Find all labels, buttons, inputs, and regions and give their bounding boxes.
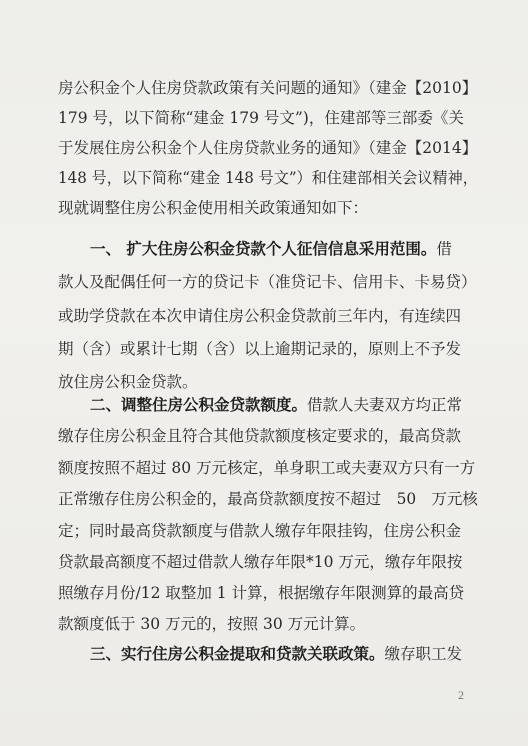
text-line: 款人及配偶任何一方的贷记卡（准贷记卡、信用卡、卡易贷）	[58, 273, 477, 291]
section-2-first-line	[90, 395, 462, 415]
text-line: 缴存住房公积金且符合其他贷款额度核定要求的，最高贷款	[58, 427, 462, 445]
section-1-heading: 一、 扩大住房公积金贷款个人征信信息采用范围。	[90, 239, 437, 258]
text-line: 现就调整住房公积金使用相关政策通知如下：	[58, 199, 369, 217]
section-2-heading: 二、调整住房公积金贷款额度。	[90, 395, 308, 414]
text-line: 贷款最高额度不超过借款人缴存年限*10 万元，缴存年限按	[58, 553, 463, 571]
section-1-first-line-rest: 借	[436, 240, 452, 258]
section-3-first-line-rest: 缴存职工发	[384, 645, 463, 663]
text-line: 148 号，以下简称“建金 148 号文”）和住建部相关会议精神，	[58, 169, 478, 187]
section-2-first-line-rest: 借款人夫妻双方均正常	[307, 396, 463, 414]
text-line: 放住房公积金贷款。	[58, 373, 198, 391]
text-line: 于发展住房公积金个人住房贷款业务的通知》（建金【2014】	[58, 139, 478, 157]
section-3-heading: 三、实行住房公积金提取和贷款关联政策。	[90, 644, 385, 663]
text-line: 款额度低于 30 万元的，按照 30 万元计算。	[58, 615, 366, 633]
section-3-first-line	[90, 644, 462, 664]
text-line: 定；同时最高贷款额度与借款人缴存年限挂钩，住房公积金	[58, 522, 462, 540]
text-line: 正常缴存住房公积金的，最高贷款额度按不超过 50 万元核	[58, 490, 478, 508]
text-line: 或助学贷款在本次申请住房公积金贷款前三年内，有连续四	[58, 307, 462, 325]
section-1-first-line	[90, 239, 452, 259]
text-line: 照缴存月份/12 取整加 1 计算，根据缴存年限测算的最高贷	[58, 584, 465, 602]
text-line: 房公积金个人住房贷款政策有关问题的通知》（建金【2010】	[58, 79, 478, 97]
text-line: 额度按照不超过 80 万元核定，单身职工或夫妻双方只有一方	[58, 459, 476, 477]
text-line: 期（含）或累计七期（含）以上逾期记录的，原则上不予发	[58, 340, 462, 358]
text-line: 179 号，以下简称“建金 179 号文”)，住建部等三部委《关	[58, 109, 464, 127]
page-number: 2	[458, 688, 464, 702]
